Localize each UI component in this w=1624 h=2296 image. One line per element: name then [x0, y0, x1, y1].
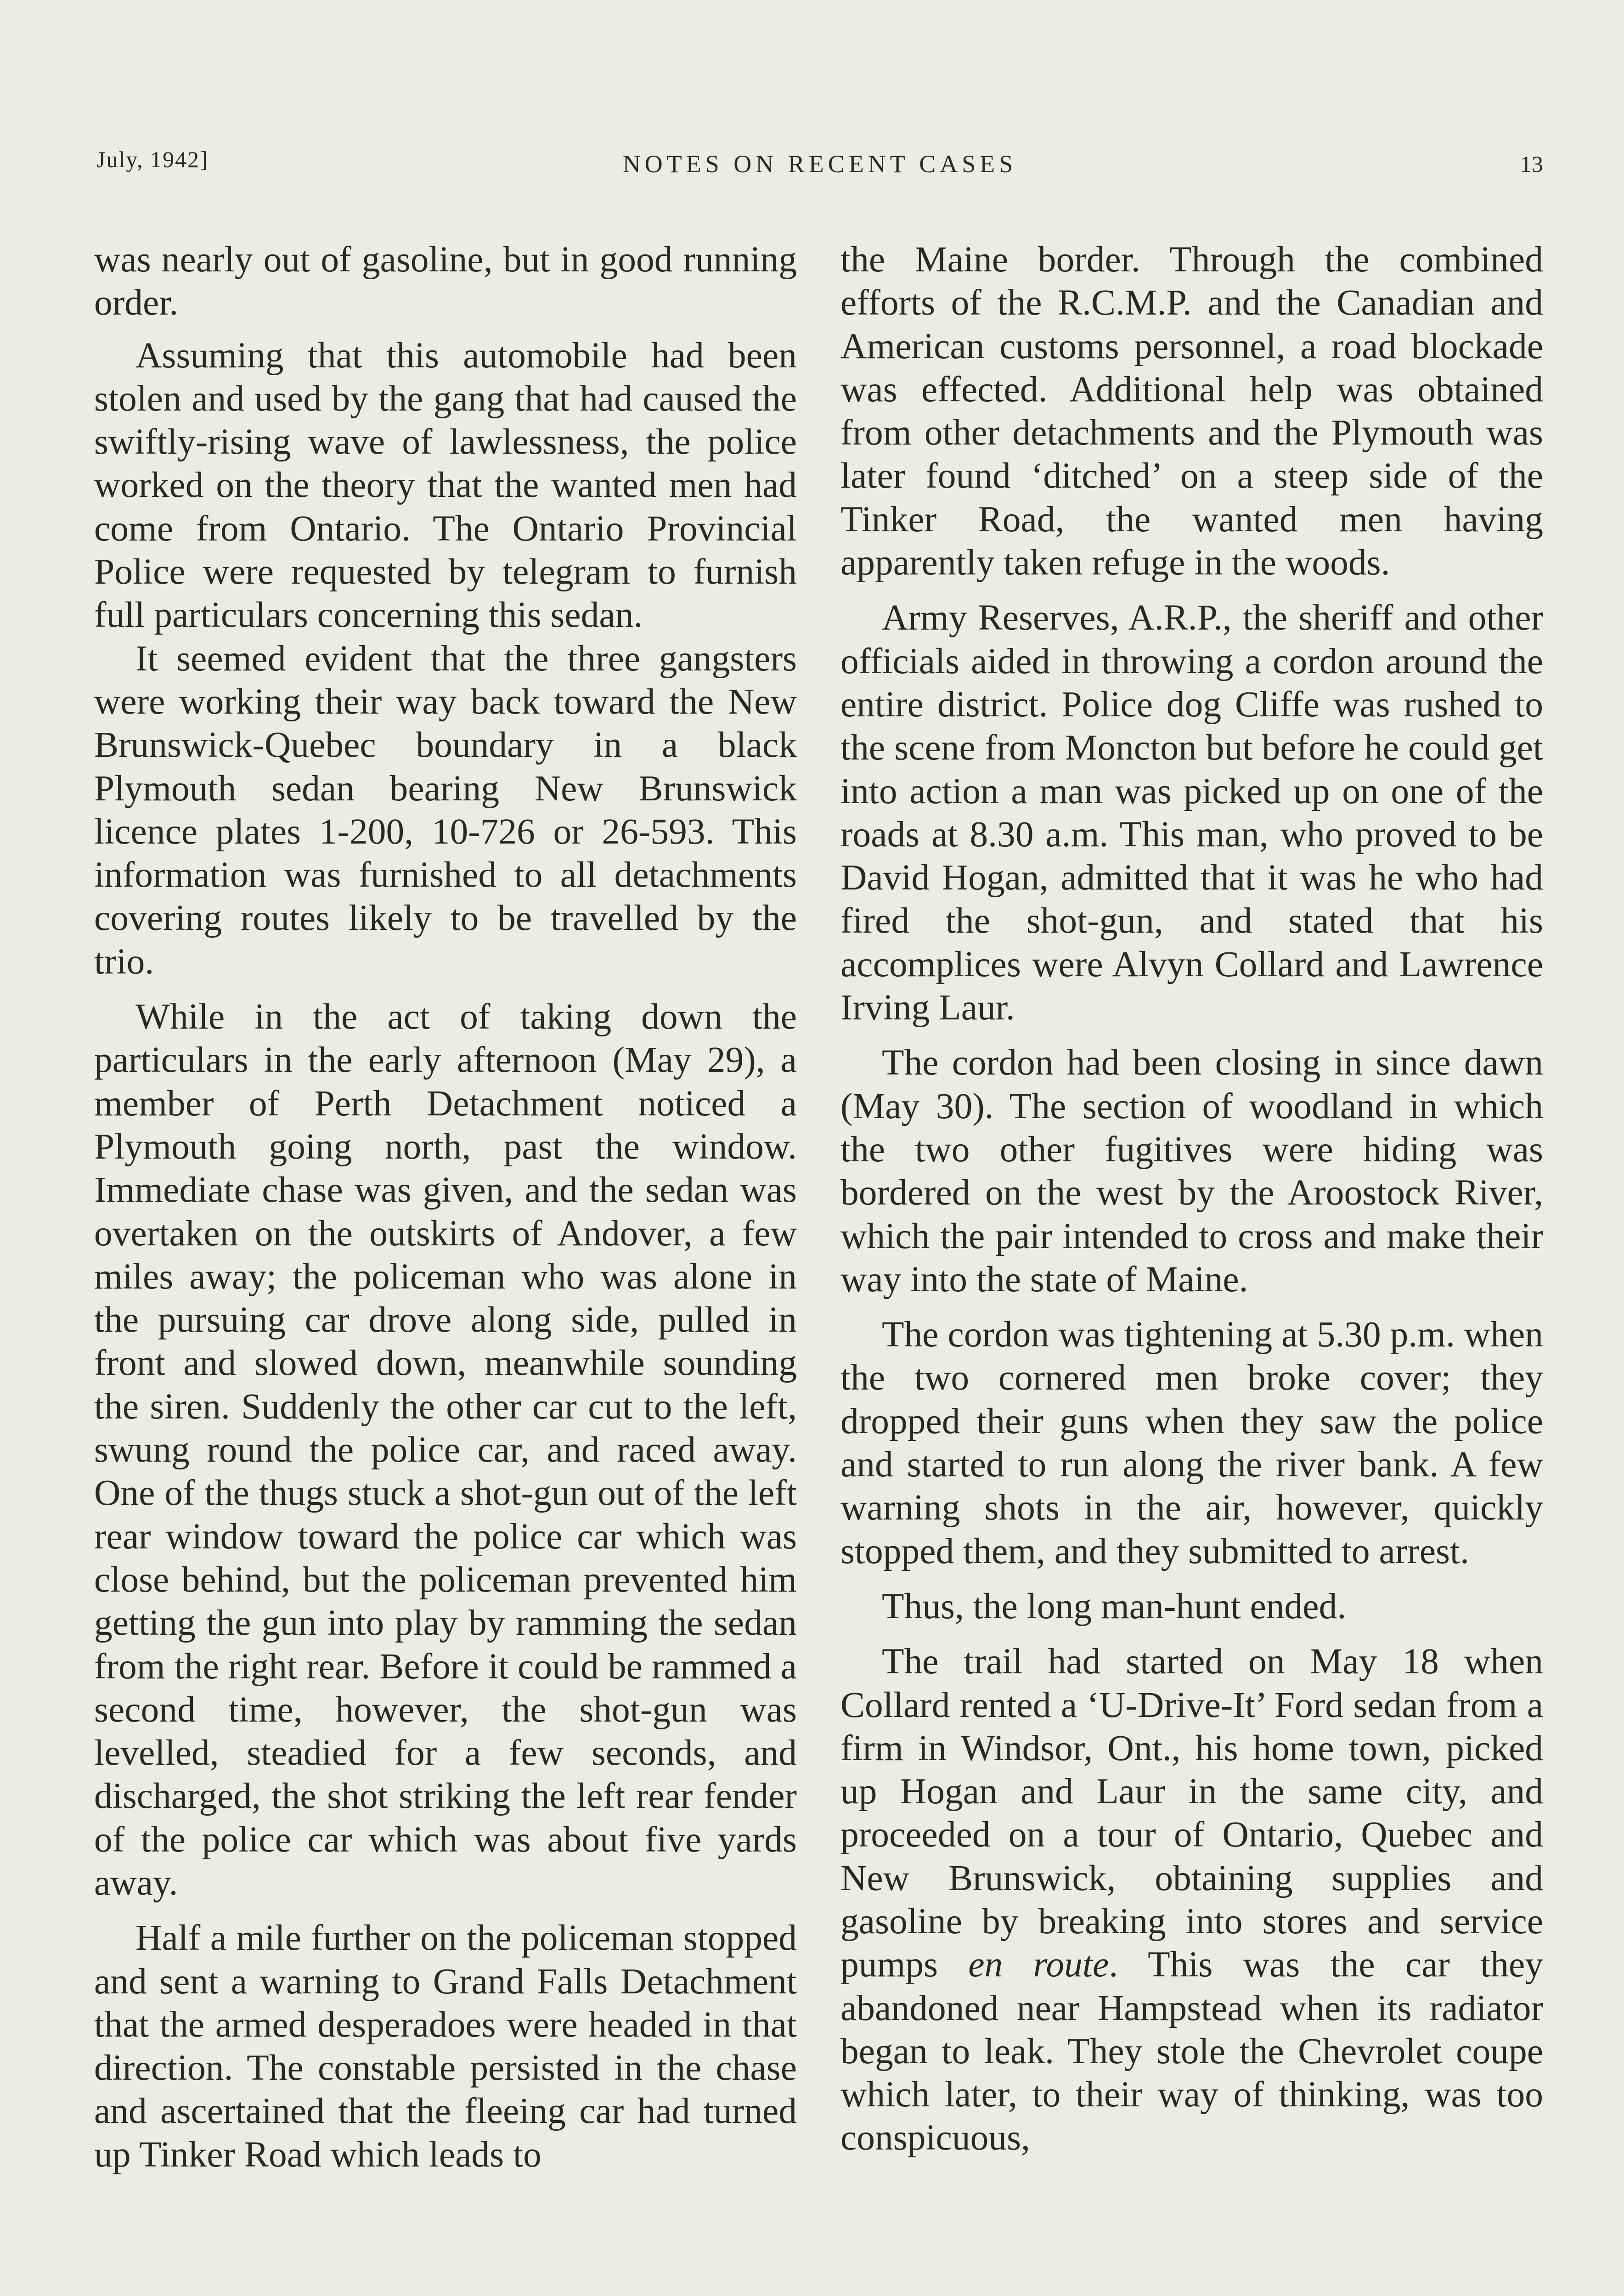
paragraph: It seemed evident that the three gangsters were working their way back toward the New Brunswick-Quebec boundary in a black Plymouth sedan bearing New Brunswick licence plates 1-200, 10-726 or 26-593. This information was furnished to all detachments covering routes likely to be travelled by the trio. [94, 638, 797, 982]
running-header [96, 146, 1543, 197]
paragraph-text: The trail had started on May 18 when Collard rented a ‘U-Drive-It’ Ford sedan from a firm in Windsor, Ont., his home town, picked up Hogan and Laur in the same city, and proceeded on a tour of Ontario, Quebec and New Brunswick, obtaining supplies and gasoline by breaking into stores and service pumps [840, 1641, 1543, 1985]
right-column [840, 238, 1543, 2160]
paragraph: Half a mile further on the policeman stopped and sent a warning to Grand Falls Detachment that the armed desperadoes were headed in that direction. The constable persisted in the chase and ascertained that the fleeing car had turned up Tinker Road which leads to [94, 1918, 797, 2175]
page-number: 13 [1520, 151, 1543, 177]
left-column [94, 238, 797, 2176]
paragraph-text: . This was the car they abandoned near Hampstead when its radiator began to leak. They stole the Chevrolet coupe which later, to their way of thinking, was too conspicuous, [840, 1944, 1544, 2158]
header-date: July, 1942] [96, 146, 209, 172]
paragraph: While in the act of taking down the particulars in the early afternoon (May 29), a member of Perth Detachment noticed a Plymouth going north, past the window. Immediate chase was given, and the sedan was overtaken on the outskirts of Andover, a few miles away; the policeman who was alone in the pursuing car drove along side, pulled in front and slowed down, meanwhile sounding the siren. Suddenly the other car cut to the left, swung round the police car, and raced away. One of the thugs stuck a shot-gun out of the left rear window toward the police car which was close behind, but the policeman prevented him getting the gun into play by ramming the sedan from the right rear. Before it could be rammed a second time, however, the shot-gun was levelled, steadied for a few seconds, and discharged, the shot striking the left rear fender of the police car which was about five yards away. [94, 996, 797, 1903]
paragraph: The cordon had been closing in since dawn (May 30). The section of woodland in which the two other fugitives were hiding was bordered on the west by the Aroostock River, which the pair intended to cross and make their way into the state of Maine. [840, 1042, 1543, 1300]
paragraph: Thus, the long man-hunt ended. [882, 1586, 1347, 1626]
paragraph: The cordon was tightening at 5.30 p.m. when the two cornered men broke cover; they dropped their guns when they saw the police and started to run along the river bank. A few warning shots in the air, however, quickly stopped them, and they submitted to arrest. [840, 1314, 1543, 1571]
paragraph [840, 1640, 1543, 2160]
paragraph: was nearly out of gasoline, but in good running order. [94, 239, 797, 323]
header-title: NOTES ON RECENT CASES [622, 150, 1017, 178]
paragraph: Assuming that this automobile had been stolen and used by the gang that had caused the swiftly-rising wave of lawlessness, the police worked on the theory that the wanted men had come from Ontario. The Ontario Provincial Police were requested by telegram to furnish full particulars concerning this sedan. [94, 335, 797, 636]
paragraph: the Maine border. Through the combined efforts of the R.C.M.P. and the Canadian and American customs personnel, a road blockade was effected. Additional help was obtained from other detachments and the Plymouth was later found ‘ditched’ on a steep side of the Tinker Road, the wanted men having apparently taken refuge in the woods. [840, 239, 1543, 583]
italic-phrase: en route [968, 1944, 1109, 1985]
paragraph: Army Reserves, A.R.P., the sheriff and other officials aided in throwing a cordon around the entire district. Police dog Cliffe was rushed to the scene from Moncton but before he could get into action a man was picked up on one of the roads at 8.30 a.m. This man, who proved to be David Hogan, admitted that it was he who had fired the shot-gun, and stated that his accomplices were Alvyn Collard and Lawrence Irving Laur. [840, 597, 1543, 1028]
